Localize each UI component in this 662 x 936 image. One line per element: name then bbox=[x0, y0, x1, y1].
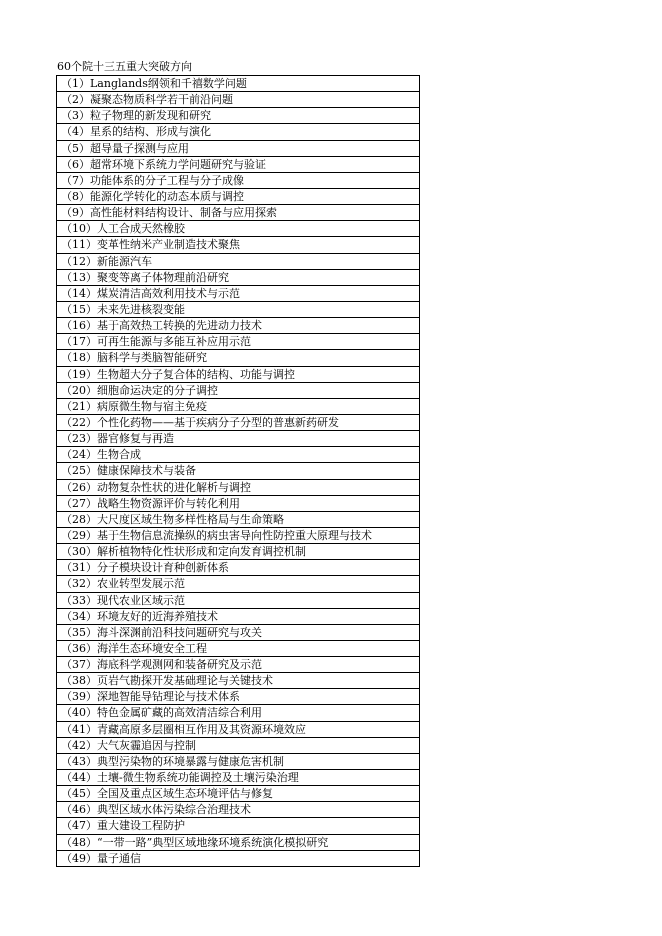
table-row: （18）脑科学与类脑智能研究 bbox=[57, 350, 419, 366]
table-row: （45）全国及重点区域生态环境评估与修复 bbox=[57, 786, 419, 802]
table-row: （6）超常环境下系统力学问题研究与验证 bbox=[57, 157, 419, 173]
table-row: （38）页岩气勘探开发基础理论与关键技术 bbox=[57, 673, 419, 689]
table-row: （16）基于高效热工转换的先进动力技术 bbox=[57, 318, 419, 334]
table-row: （2）凝聚态物质科学若干前沿问题 bbox=[57, 92, 419, 108]
table-row: （17）可再生能源与多能互补应用示范 bbox=[57, 334, 419, 350]
table-row: （42）大气灰霾追因与控制 bbox=[57, 738, 419, 754]
table-row: （24）生物合成 bbox=[57, 447, 419, 463]
table-row: （26）动物复杂性状的进化解析与调控 bbox=[57, 480, 419, 496]
table-row: （46）典型区域水体污染综合治理技术 bbox=[57, 802, 419, 818]
directions-table bbox=[56, 75, 420, 867]
table-row: （41）青藏高原多层圈相互作用及其资源环境效应 bbox=[57, 722, 419, 738]
table-row: （28）大尺度区域生物多样性格局与生命策略 bbox=[57, 512, 419, 528]
table-row: （20）细胞命运决定的分子调控 bbox=[57, 383, 419, 399]
table-row: （36）海洋生态环境安全工程 bbox=[57, 641, 419, 657]
table-row: （30）解析植物特化性状形成和定向发育调控机制 bbox=[57, 544, 419, 560]
table-row: （44）土壤-微生物系统功能调控及土壤污染治理 bbox=[57, 770, 419, 786]
page-title: 60个院十三五重大突破方向 bbox=[57, 60, 192, 73]
table-row: （4）星系的结构、形成与演化 bbox=[57, 124, 419, 140]
table-row: （40）特色金属矿藏的高效清洁综合利用 bbox=[57, 705, 419, 721]
table-row: （11）变革性纳米产业制造技术聚焦 bbox=[57, 237, 419, 253]
table-row: （33）现代农业区域示范 bbox=[57, 593, 419, 609]
table-row: （12）新能源汽车 bbox=[57, 254, 419, 270]
table-row: （48）“一带一路”典型区域地缘环境系统演化模拟研究 bbox=[57, 835, 419, 851]
table-row: （32）农业转型发展示范 bbox=[57, 576, 419, 592]
table-row: （25）健康保障技术与装备 bbox=[57, 463, 419, 479]
table-row: （27）战略生物资源评价与转化利用 bbox=[57, 496, 419, 512]
table-row: （29）基于生物信息流操纵的病虫害导向性防控重大原理与技术 bbox=[57, 528, 419, 544]
table-row: （3）粒子物理的新发现和研究 bbox=[57, 108, 419, 124]
table-row: （8）能源化学转化的动态本质与调控 bbox=[57, 189, 419, 205]
table-row: （21）病原微生物与宿主免疫 bbox=[57, 399, 419, 415]
table-row: （14）煤炭清洁高效利用技术与示范 bbox=[57, 286, 419, 302]
table-row: （15）未来先进核裂变能 bbox=[57, 302, 419, 318]
table-row: （47）重大建设工程防护 bbox=[57, 818, 419, 834]
table-row: （39）深地智能导钻理论与技术体系 bbox=[57, 689, 419, 705]
table-row: （10）人工合成天然橡胶 bbox=[57, 221, 419, 237]
table-row: （34）环境友好的近海养殖技术 bbox=[57, 609, 419, 625]
table-row: （22）个性化药物——基于疾病分子分型的普惠新药研发 bbox=[57, 415, 419, 431]
table-row: （43）典型污染物的环境暴露与健康危害机制 bbox=[57, 754, 419, 770]
table-row: （19）生物超大分子复合体的结构、功能与调控 bbox=[57, 367, 419, 383]
table-row: （5）超导量子探测与应用 bbox=[57, 141, 419, 157]
table-row: （13）聚变等离子体物理前沿研究 bbox=[57, 270, 419, 286]
table-row: （23）器官修复与再造 bbox=[57, 431, 419, 447]
table-row: （35）海斗深渊前沿科技问题研究与攻关 bbox=[57, 625, 419, 641]
table-row: （7）功能体系的分子工程与分子成像 bbox=[57, 173, 419, 189]
table-row: （31）分子模块设计育种创新体系 bbox=[57, 560, 419, 576]
table-row: （9）高性能材料结构设计、制备与应用探索 bbox=[57, 205, 419, 221]
table-row: （49）量子通信 bbox=[57, 851, 419, 867]
table-row: （37）海底科学观测网和装备研究及示范 bbox=[57, 657, 419, 673]
table-row: （1）Langlands纲领和千禧数学问题 bbox=[57, 76, 419, 92]
